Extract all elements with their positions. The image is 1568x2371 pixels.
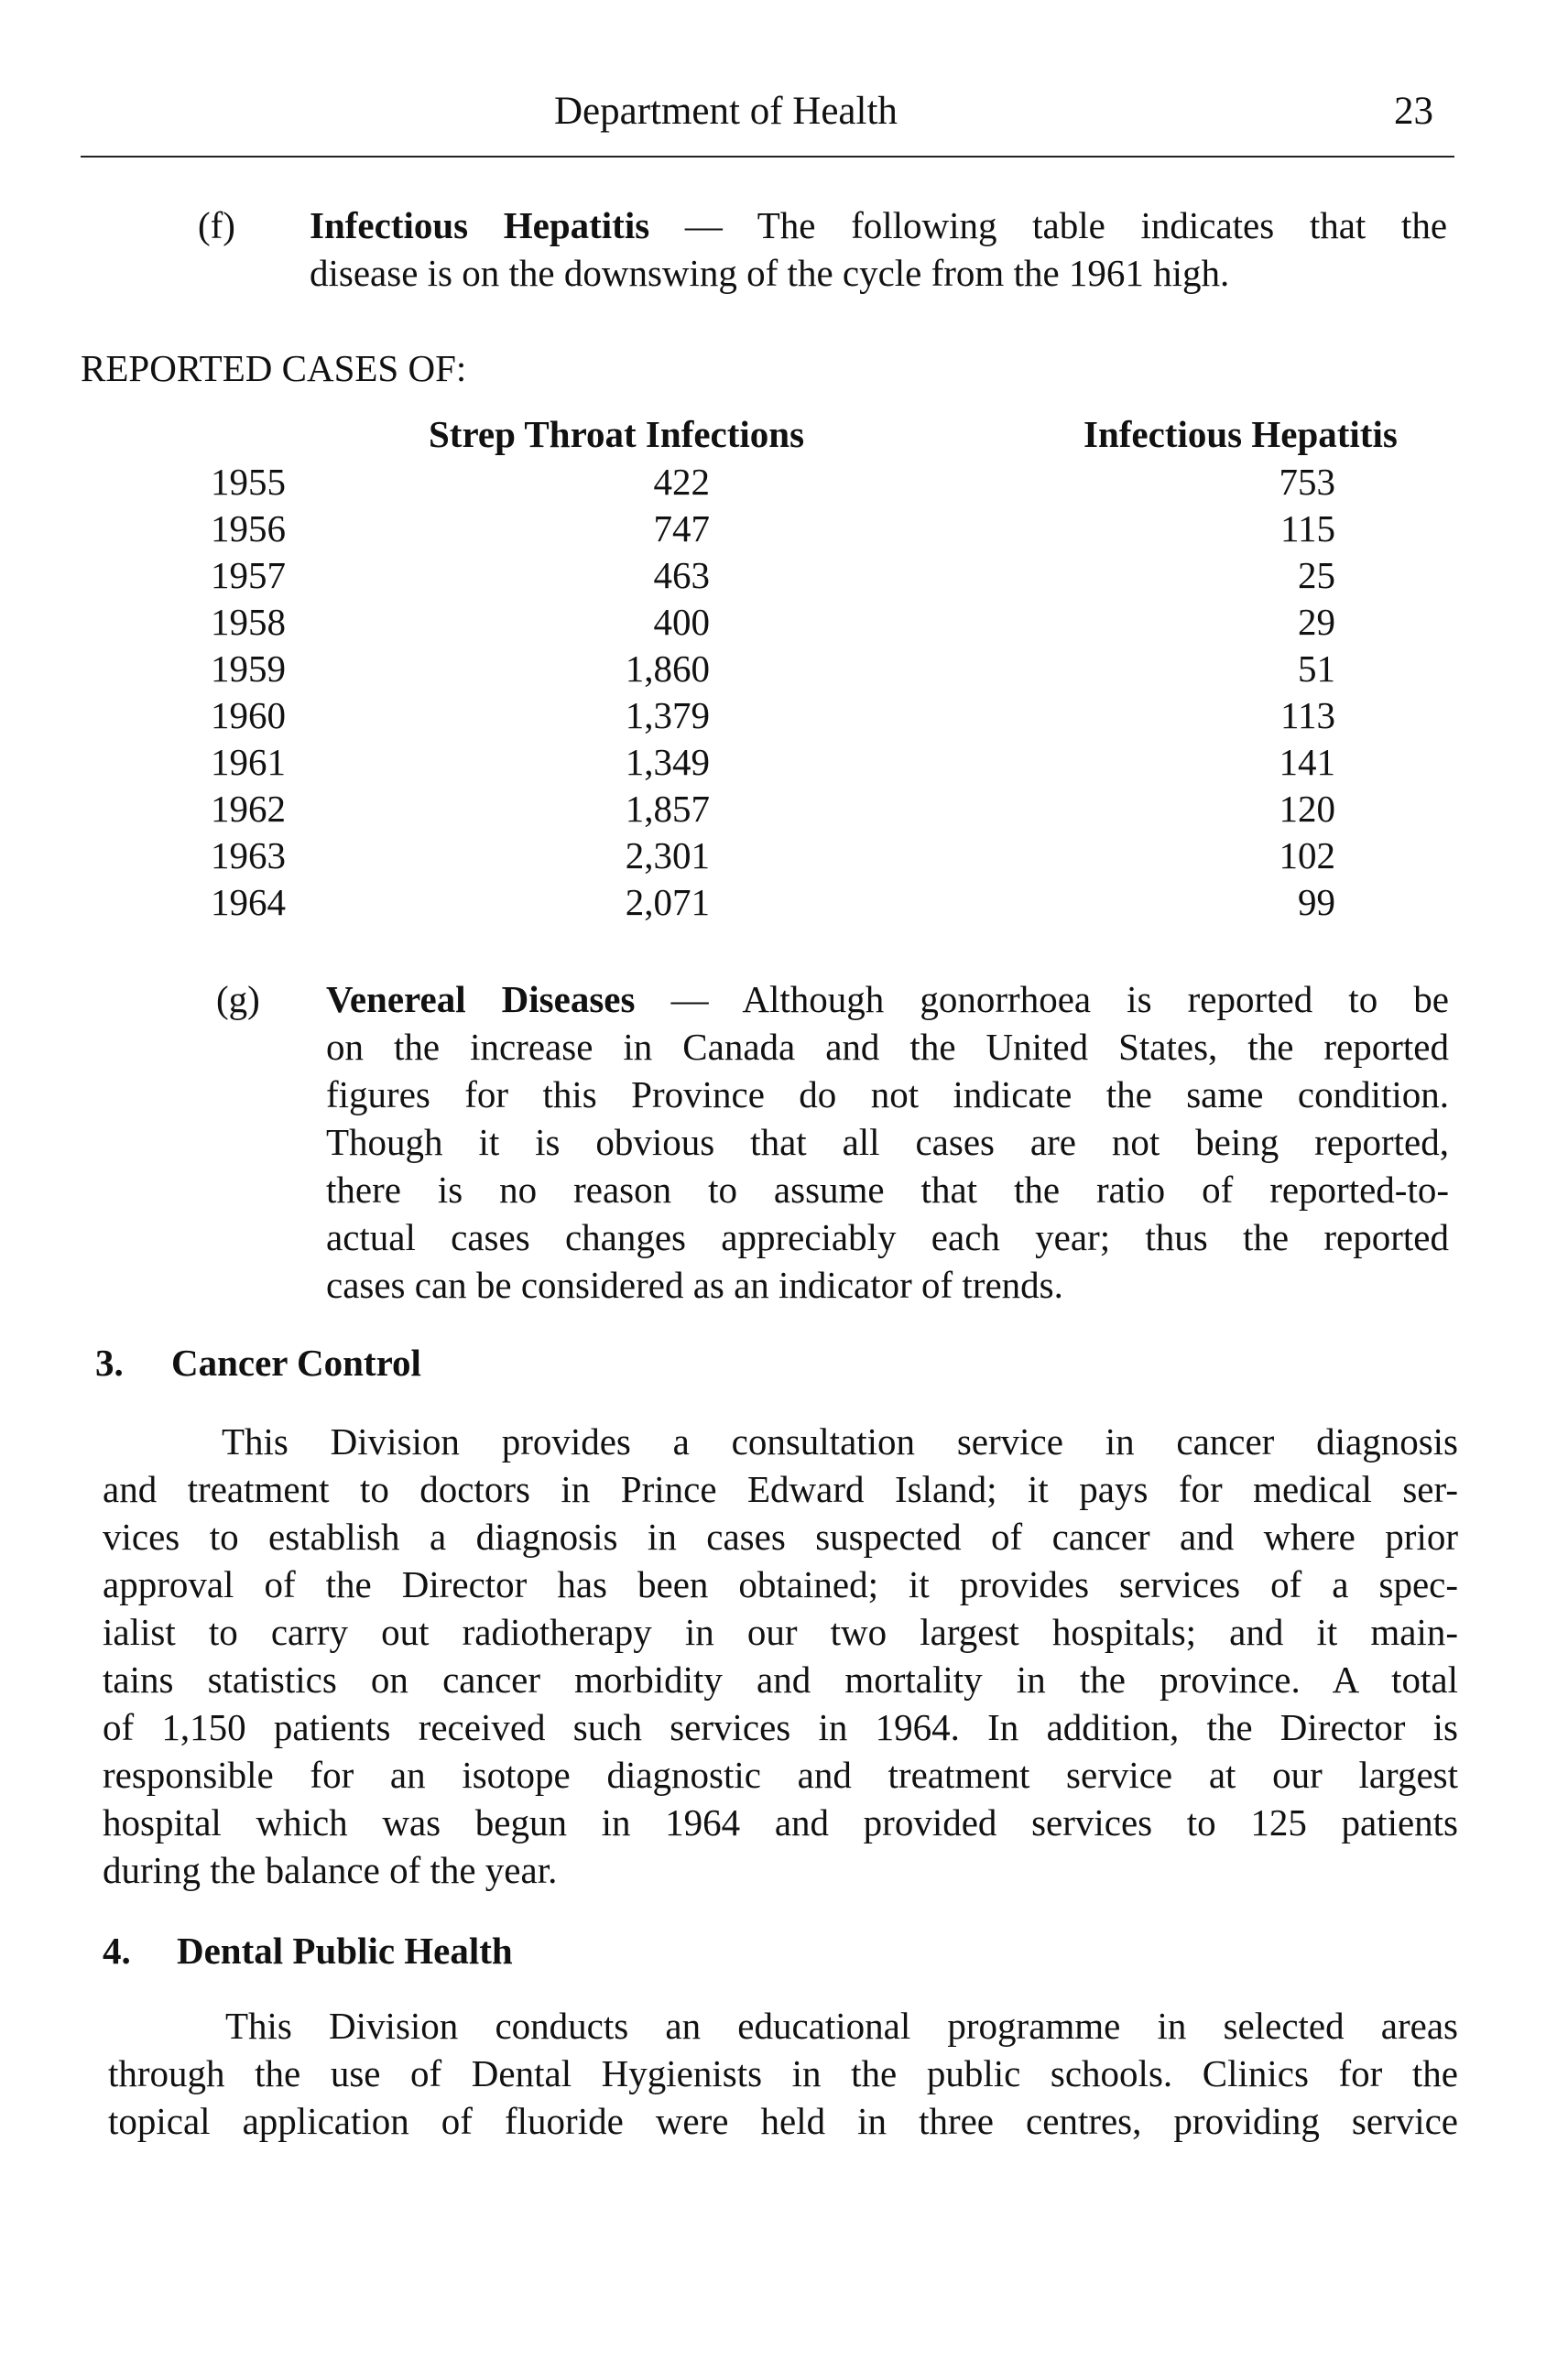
hepatitis-cases-cell: 102 <box>1279 834 1335 876</box>
section-f-heading: Infectious Hepatitis <box>310 204 650 246</box>
section-g-heading: Venereal Diseases <box>326 978 636 1020</box>
hepatitis-cases-cell: 113 <box>1280 694 1335 736</box>
year-cell: 1961 <box>211 741 286 783</box>
section-g-line-4: Though it is obvious that all cases are not being reported, <box>326 1121 1449 1163</box>
page-number: 23 <box>1394 90 1433 133</box>
strep-cases-cell: 463 <box>653 554 710 596</box>
section-3-line-9: hospital which was begun in 1964 and provided services to 125 patients <box>103 1801 1458 1844</box>
section-f-line-2: disease is on the downswing of the cycle from the 1961 high. <box>310 252 1230 294</box>
strep-cases-cell: 2,301 <box>625 834 710 876</box>
section-4-heading: Dental Public Health <box>177 1930 513 1972</box>
section-3-heading: Cancer Control <box>171 1342 421 1384</box>
section-4-line-1: This Division conducts an educational programme in selected areas <box>225 2005 1458 2047</box>
hepatitis-cases-cell: 141 <box>1279 741 1335 783</box>
section-3-line-1: This Division provides a consultation service in cancer diagnosis <box>222 1420 1458 1463</box>
section-4-line-3: topical application of fluoride were held in three centres, providing service <box>108 2100 1458 2142</box>
hepatitis-cases-cell: 51 <box>1298 647 1335 690</box>
section-g-marker: (g) <box>216 978 260 1020</box>
section-3-line-5: ialist to carry out radiotherapy in our two largest hospitals; and it main- <box>103 1611 1458 1653</box>
section-3-line-6: tains statistics on cancer morbidity and mortality in the province. A total <box>103 1659 1458 1701</box>
section-f-paragraph <box>310 201 1447 297</box>
hepatitis-cases-cell: 25 <box>1298 554 1335 596</box>
section-g-line-2: on the increase in Canada and the United States, the reported <box>326 1026 1449 1068</box>
section-3-line-3: vices to establish a diagnosis in cases suspected of cancer and where prior <box>103 1516 1458 1558</box>
section-3-line-7: of 1,150 patients received such services in 1964. In addition, the Director is <box>103 1706 1458 1748</box>
table-row <box>0 832 1568 879</box>
section-3-line-10: during the balance of the year. <box>103 1849 558 1891</box>
year-cell: 1959 <box>211 647 286 690</box>
strep-cases-cell: 747 <box>653 507 710 549</box>
table-row <box>0 645 1568 692</box>
year-cell: 1956 <box>211 507 286 549</box>
table-caption: REPORTED CASES OF: <box>81 347 467 389</box>
hepatitis-cases-cell: 753 <box>1279 461 1335 503</box>
table-header-row <box>0 410 1568 458</box>
strep-cases-cell: 1,349 <box>625 741 710 783</box>
strep-cases-cell: 422 <box>653 461 710 503</box>
strep-cases-cell: 1,860 <box>625 647 710 690</box>
strep-cases-cell: 1,379 <box>625 694 710 736</box>
section-g-line-6: actual cases changes appreciably each year; thus the reported <box>326 1216 1449 1258</box>
section-3-line-4: approval of the Director has been obtained; it provides services of a spec- <box>103 1563 1458 1605</box>
strep-cases-cell: 2,071 <box>625 881 710 923</box>
section-f-line-1: Infectious Hepatitis — The following table indicates that the <box>310 204 1448 246</box>
section-4-number: 4. <box>103 1930 131 1972</box>
table-row <box>0 551 1568 599</box>
column-header-hepatitis: Infectious Hepatitis <box>1083 413 1398 455</box>
year-cell: 1960 <box>211 694 286 736</box>
section-g-line-5: there is no reason to assume that the ratio of reported-to- <box>326 1169 1449 1211</box>
section-g-line-3: figures for this Province do not indicate the same condition. <box>326 1073 1449 1115</box>
section-3-line-8: responsible for an isotope diagnostic and treatment service at our largest <box>103 1754 1458 1796</box>
section-4-line-2: through the use of Dental Hygienists in the public schools. Clinics for the <box>108 2052 1458 2094</box>
section-f-marker: (f) <box>198 204 235 246</box>
table-row <box>0 505 1568 552</box>
table-row <box>0 458 1568 506</box>
running-title: Department of Health <box>554 90 898 133</box>
year-cell: 1955 <box>211 461 286 503</box>
section-4-paragraph <box>108 2002 1458 2145</box>
column-header-strep: Strep Throat Infections <box>429 413 805 455</box>
strep-cases-cell: 400 <box>653 601 710 643</box>
year-cell: 1964 <box>211 881 286 923</box>
section-g-paragraph <box>326 975 1449 1309</box>
header-rule <box>81 156 1454 158</box>
strep-cases-cell: 1,857 <box>625 788 710 830</box>
hepatitis-cases-cell: 99 <box>1298 881 1335 923</box>
section-3-line-2: and treatment to doctors in Prince Edward Island; it pays for medical ser- <box>103 1468 1458 1510</box>
year-cell: 1957 <box>211 554 286 596</box>
table-row <box>0 878 1568 926</box>
year-cell: 1958 <box>211 601 286 643</box>
year-cell: 1963 <box>211 834 286 876</box>
hepatitis-cases-cell: 115 <box>1280 507 1335 549</box>
section-g-line-1: Venereal Diseases — Although gonorrhoea is reported to be <box>326 978 1449 1020</box>
table-row <box>0 785 1568 832</box>
year-cell: 1962 <box>211 788 286 830</box>
section-3-number: 3. <box>95 1342 124 1384</box>
hepatitis-cases-cell: 120 <box>1279 788 1335 830</box>
table-row <box>0 691 1568 739</box>
table-row <box>0 598 1568 646</box>
section-g-line-7: cases can be considered as an indicator of trends. <box>326 1264 1063 1306</box>
hepatitis-cases-cell: 29 <box>1298 601 1335 643</box>
table-row <box>0 738 1568 786</box>
section-3-paragraph <box>103 1418 1458 1894</box>
